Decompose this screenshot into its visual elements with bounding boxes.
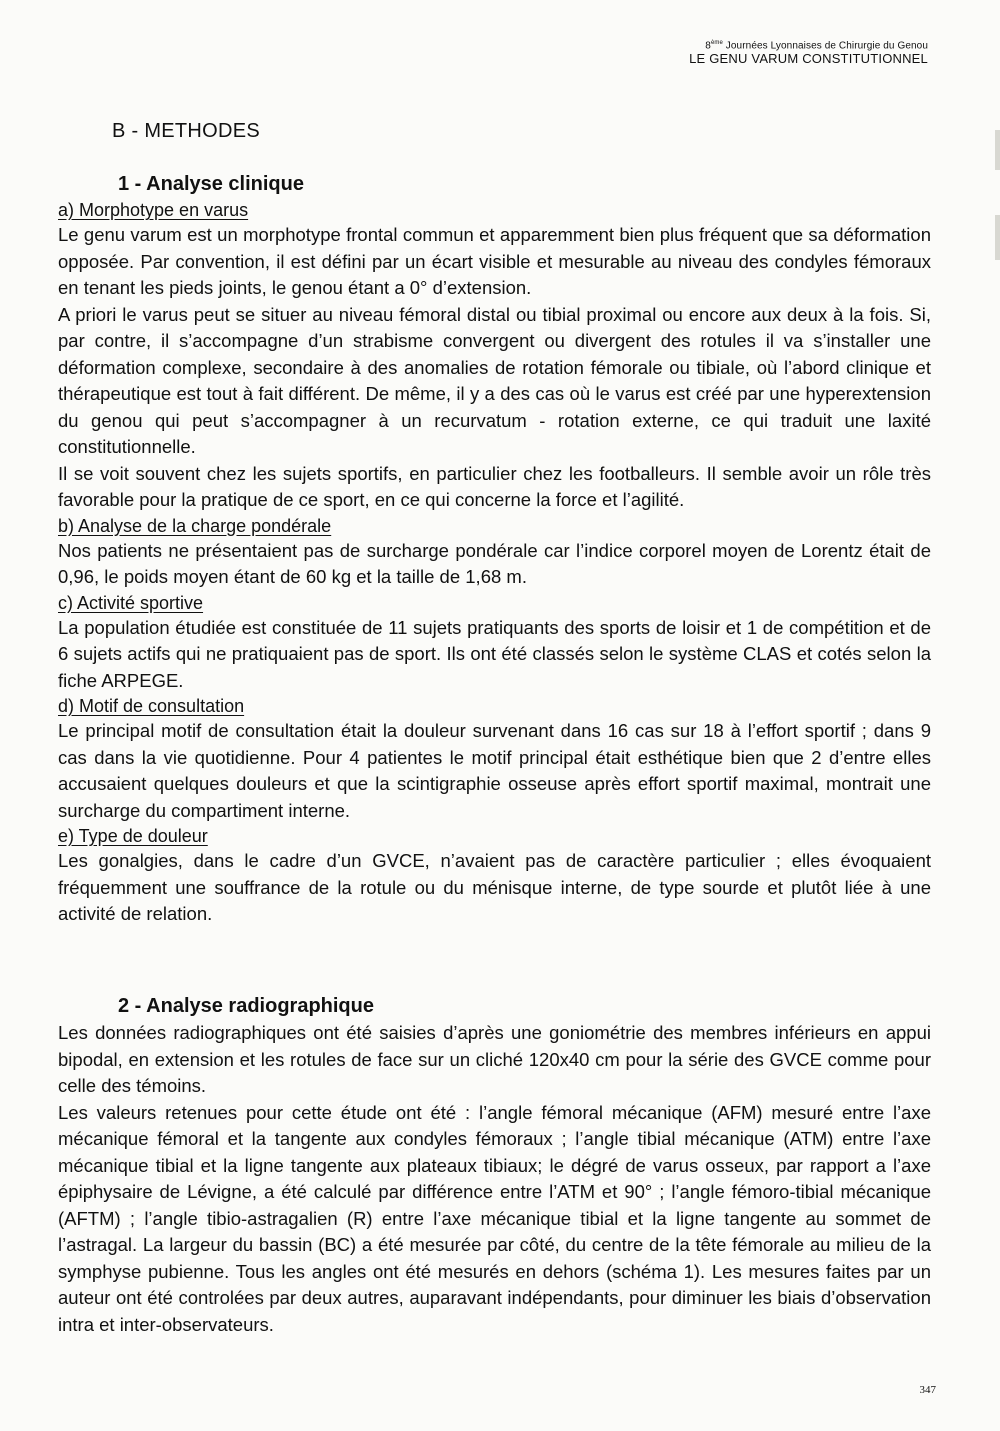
radiographic-analysis-block xyxy=(58,995,931,1338)
subsection-heading: c) Activité sportive xyxy=(58,592,204,613)
subsection-heading: e) Type de douleur xyxy=(58,826,208,846)
paragraph: Les gonalgies, dans le cadre d’un GVCE, n’avaient pas de caractère particulier ; elles évoquaient fréquemment une souffrance de la rotule ou du ménisque interne, de type sourde et plutôt liée à une activité de relation. xyxy=(58,850,931,924)
section-title: B - METHODES xyxy=(112,120,261,142)
page-number: 347 xyxy=(919,1384,936,1396)
clinical-analysis-block xyxy=(58,173,931,928)
scan-edge-mark xyxy=(995,130,1000,170)
paragraph: Il se voit souvent chez les sujets sportifs, en particulier chez les footballeurs. Il semble avoir un rôle très favorable pour la pratique de ce sport, en ce qui concerne la force et l’agilité. xyxy=(58,462,931,510)
scan-edge-mark xyxy=(995,215,1000,260)
clinical-analysis-title: 1 - Analyse clinique xyxy=(118,173,304,195)
running-head-conference: 8ème Journées Lyonnaises de Chirurgie du Genou xyxy=(705,40,928,52)
subsection-motif-consultation xyxy=(58,694,931,824)
subsection-heading: b) Analyse de la charge pondérale xyxy=(58,515,332,536)
running-head-title: LE GENU VARUM CONSTITUTIONNEL xyxy=(689,50,928,66)
subsection-charge-ponderale xyxy=(58,514,931,591)
paragraph: Nos patients ne présentaient pas de surcharge pondérale car l’indice corporel moyen de Lorentz était de 0,96, le poids moyen étant de 60 kg et la taille de 1,68 m. xyxy=(58,539,931,587)
subsection-morphotype xyxy=(58,198,931,514)
subsection-type-douleur xyxy=(58,824,931,928)
subsection-activite-sportive xyxy=(58,591,931,695)
radiographic-analysis-title: 2 - Analyse radiographique xyxy=(118,995,374,1017)
paragraph: A priori le varus peut se situer au niveau fémoral distal ou tibial proximal ou encore aux deux à la fois. Si, par contre, il s’accompagne d’un strabisme convergent ou divergent des rotules il va s’installer une déformation complexe, secondaire à des anomalies de rotation fémorale ou tibiale, où l’abord clinique et thérapeutique est tout à fait différent. De même, il y a des cas où le varus est créé par une hyperextension du genou qui peut s’accompagner à un recurvatum - rotation externe, ce qui traduit une laxité constitutionnelle. xyxy=(58,303,931,457)
paragraph: La population étudiée est constituée de 11 sujets pratiquants des sports de loisir et 1 de compétition et de 6 sujets actifs qui ne pratiquaient pas de sport. Ils ont été classés selon le système CLAS et cotés selon la fiche ARPEGE. xyxy=(58,616,931,691)
subsection-heading: a) Morphotype en varus xyxy=(58,200,249,220)
paragraph: Le principal motif de consultation était la douleur survenant dans 16 cas sur 18 à l’effort sportif ; dans 9 cas dans la vie quotidienne. Pour 4 patientes le motif principal était esthétique bien que 2 d’entre elles accusaient quelques douleurs et que la scintigraphie osseuse après effort sportif maximal, montrait une surcharge du compartiment interne. xyxy=(58,720,931,821)
subsection-heading: d) Motif de consultation xyxy=(58,696,245,716)
paragraph: Le genu varum est un morphotype frontal commun et apparemment bien plus fréquent que sa déformation opposée. Par convention, il est défini par un écart visible et mesurable au niveau des condyles fémoraux en tenant les pieds joints, le genou étant a 0° d’extension. xyxy=(58,224,931,298)
paragraph: Les valeurs retenues pour cette étude ont été : l’angle fémoral mécanique (AFM) mesuré entre l’axe mécanique fémoral et la tangente aux condyles fémoraux ; l’angle tibial mécanique (ATM) entre l’axe mécanique tibial et la ligne tangente aux plateaux tibiaux; le dégré de varus osseux, par rapport a l’axe épiphysaire de Lévigne, a été calculé par différence entre l’ATM et 90° ; l’angle fémoro-tibial mécanique (AFTM) ; l’angle tibio-astragalien (R) entre l’axe mécanique tibial et la ligne tangente au sommet de l’astragal. La largeur du bassin (BC) a été mesurée par côté, du centre de la tête fémorale au milieu de la symphyse pubienne. Tous les angles ont été mesurés en dehors (schéma 1). Les mesures faites par un auteur ont été controlées par deux autres, auparavant indépendants, pour diminuer les biais d’observation intra et inter-observateurs. xyxy=(58,1101,931,1335)
running-head xyxy=(689,40,928,67)
paragraph: Les données radiographiques ont été saisies d’après une goniométrie des membres inférieurs en appui bipodal, en extension et les rotules de face sur un cliché 120x40 cm pour la série des GVCE comme pour celle des témoins. xyxy=(58,1022,931,1096)
